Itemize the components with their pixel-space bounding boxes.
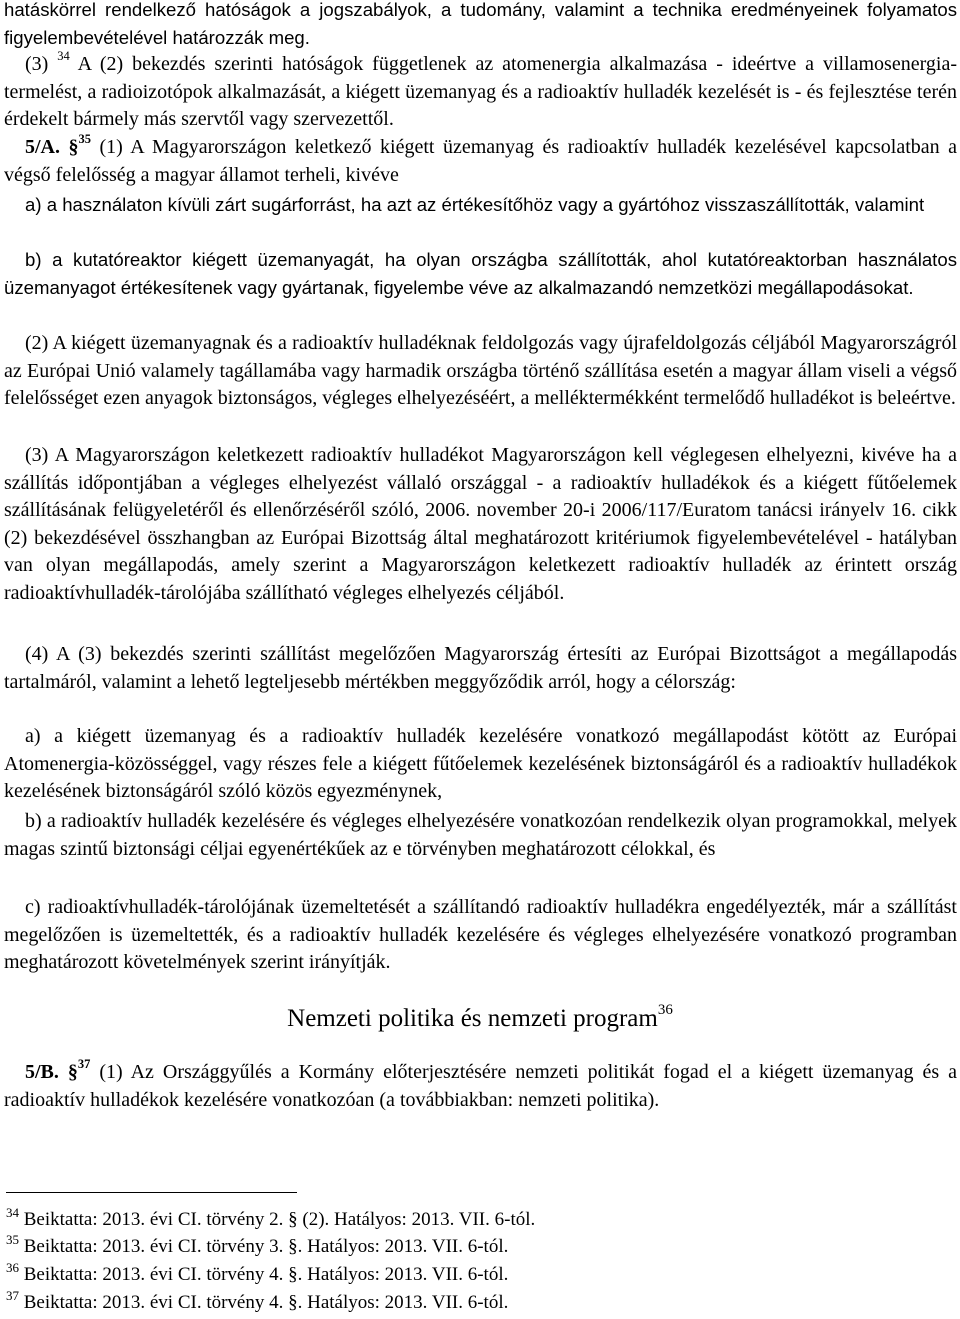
footnote-number: 35 — [6, 1231, 19, 1247]
section-heading — [0, 1003, 960, 1035]
list-item-text: b) a kutatóreaktor kiégett üzemanyagát, ha olyan országba szállították, ahol kutatóreaktorban használatos üzemanyagot értékesítenek vagy gyártanak, figyelembe véve az alkalmazandó nemzetközi megállapodásokat. — [4, 249, 957, 298]
paragraph-4 — [4, 641, 957, 696]
paragraph-3-3 — [4, 51, 957, 134]
heading-text: Nemzeti politika és nemzeti program — [287, 1005, 658, 1032]
paragraph-text: A (2) bekezdés szerinti hatóságok függetlenek az atomenergia alkalmazása - ideértve a villamosenergia-termelést, a radioizotópok alkalmazását, a kiégett üzemanyag és a radioaktív hulladék kezelését is - és fejlesztése terén érdekelt bármely más szervtől vagy szervezettől. — [4, 53, 957, 130]
paragraph-text: hatáskörrel rendelkező hatóságok a jogszabályok, a tudomány, valamint a technika eredményeinek folyamatos figyelembevételével határozzák meg. — [4, 0, 957, 48]
footnote-35 — [6, 1231, 509, 1259]
list-item-text: c) radioaktívhulladék-tárolójának üzemeltetését a szállítandó radioaktív hulladékra engedélyezték, már a szállítást megelőzően is üzemeltették, és a radioaktív hulladék kezelésére és végleges elhelyezésére vonatkozó programban meghatározott követelmények szerint irányítják. — [4, 896, 957, 973]
footnote-text: Beiktatta: 2013. évi CI. törvény 4. §. Hatályos: 2013. VII. 6-tól. — [23, 1292, 509, 1313]
list-item-b — [4, 246, 957, 301]
paragraph-2 — [4, 330, 957, 413]
footnote-ref-35[interactable]: 35 — [78, 132, 91, 147]
footnote-text: Beiktatta: 2013. évi CI. törvény 4. §. Hatályos: 2013. VII. 6-tól. — [23, 1264, 509, 1285]
footnote-ref-36[interactable]: 36 — [657, 1001, 673, 1018]
paragraph-text: (3) A Magyarországon keletkezett radioaktív hulladékot Magyarországon kell véglegesen elhelyezni, kivéve ha a szállítás időpontjában a végleges elhelyezést vállaló országgal - a radioaktív hulladékok és a kiégett fűtőelemek szállításának felügyeletéről és ellenőrzéséről szóló, 2006. november 20-i 2006/117/Euratom tanácsi irányelv 16. cikk (2) bekezdésével összhangban az Európai Bizottság által meghatározott kritériumok figyelembevételével - hatályban van olyan megállapodás, amely szerint a Magyarországon keletkezett radioaktív hulladék az érintett ország radioaktívhulladék-tárolójába szállítható végleges elhelyezés céljából. — [4, 444, 957, 604]
list-item-text: b) a radioaktív hulladék kezelésére és végleges elhelyezésére vonatkozóan rendelkezik olyan programokkal, melyek magas szintű biztonsági céljai egyenértékűek az e törvényben meghatározott célokkal, és — [4, 810, 957, 860]
footnote-divider — [6, 1192, 297, 1193]
footnote-37 — [6, 1287, 509, 1315]
list-item-text: a) a kiégett üzemanyag és a radioaktív hulladék kezelésére vonatkozó megállapodást kötött az Európai Atomenergia-közösséggel, vagy részes fele a kiégett fűtőelemek kezelésének biztonságáról és a radioaktív hulladékok kezelésének biztonságáról szóló közös egyezménynek, — [4, 725, 957, 802]
footnote-number: 34 — [6, 1204, 19, 1220]
footnote-text: Beiktatta: 2013. évi CI. törvény 2. § (2). Hatályos: 2013. VII. 6-tól. — [23, 1209, 536, 1230]
list-item-b2 — [4, 808, 957, 863]
footnote-ref-34[interactable]: 34 — [57, 49, 70, 64]
paragraph-text: (2) A kiégett üzemanyagnak és a radioaktív hulladéknak feldolgozás vagy újrafeldolgozás céljából Magyarországról az Európai Unió valamely tagállamába vagy harmadik országba történő szállítása esetén a magyar állam viseli a végső felelősséget ezen anyagok biztonságos, végleges elhelyezéséért, a melléktermékként termelődő hulladékot is beleértve. — [4, 332, 957, 409]
list-item-a — [4, 191, 957, 219]
paragraph-text: (4) A (3) bekezdés szerinti szállítást megelőzően Magyarország értesíti az Európai Bizottságot a megállapodás tartalmáról, valamint a lehető legteljesebb mértékben meggyőződik arról, hogy a célország: — [4, 643, 957, 693]
list-item-c2 — [4, 894, 957, 977]
paragraph-continuation — [4, 0, 957, 51]
section-5b — [4, 1059, 957, 1114]
section-5a — [4, 134, 957, 189]
footnote-number: 37 — [6, 1287, 19, 1303]
footnote-number: 36 — [6, 1259, 19, 1275]
section-number: 5/B. § — [25, 1061, 78, 1083]
footnote-34 — [6, 1204, 536, 1232]
list-item-text: a) a használaton kívüli zárt sugárforrást, ha azt az értékesítőhöz vagy a gyártóhoz visszaszállították, valamint — [25, 194, 925, 215]
paragraph-text: (1) A Magyarországon keletkező kiégett üzemanyag és radioaktív hulladék kezelésével kapcsolatban a végső felelősség a magyar államot terheli, kivéve — [4, 136, 958, 186]
footnote-text: Beiktatta: 2013. évi CI. törvény 3. §. Hatályos: 2013. VII. 6-tól. — [23, 1236, 509, 1257]
paragraph-3 — [4, 442, 957, 607]
paragraph-text: (1) Az Országgyűlés a Kormány előterjesztésére nemzeti politikát fogad el a kiégett üzemanyag és a radioaktív hulladékok kezelésére vonatkozóan (a továbbiakban: nemzeti politika). — [4, 1061, 957, 1111]
section-number: 5/A. § — [25, 136, 79, 158]
footnote-36 — [6, 1259, 509, 1287]
footnote-ref-37[interactable]: 37 — [77, 1057, 91, 1072]
paragraph-number: (3) — [25, 53, 49, 75]
list-item-a2 — [4, 723, 957, 806]
